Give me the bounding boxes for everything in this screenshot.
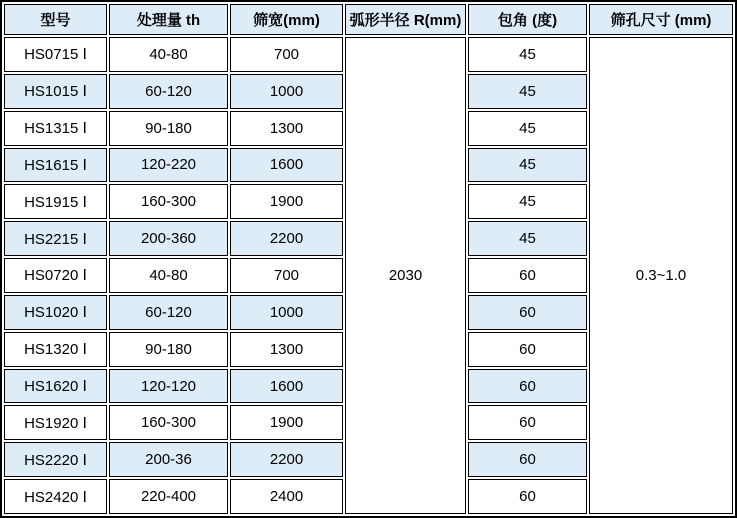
cell-wrap-angle: 45 <box>468 37 587 72</box>
cell-capacity: 40-80 <box>109 37 228 72</box>
cell-capacity: 160-300 <box>109 184 228 219</box>
cell-model: HS2220 Ⅰ <box>4 442 107 477</box>
cell-model: HS1920 Ⅰ <box>4 405 107 440</box>
cell-model: HS1320 Ⅰ <box>4 332 107 367</box>
cell-screen-width: 700 <box>230 37 343 72</box>
cell-screen-width: 2400 <box>230 479 343 514</box>
header-wrap-angle: 包角 (度) <box>468 4 587 35</box>
cell-wrap-angle: 60 <box>468 442 587 477</box>
cell-screen-width: 1000 <box>230 74 343 109</box>
cell-screen-width: 1300 <box>230 332 343 367</box>
cell-wrap-angle: 45 <box>468 221 587 256</box>
cell-capacity: 220-400 <box>109 479 228 514</box>
cell-hole-size-merged: 0.3~1.0 <box>589 37 733 514</box>
cell-screen-width: 1000 <box>230 295 343 330</box>
cell-capacity: 120-120 <box>109 369 228 404</box>
cell-model: HS1315 Ⅰ <box>4 111 107 146</box>
cell-wrap-angle: 60 <box>468 295 587 330</box>
cell-wrap-angle: 60 <box>468 258 587 293</box>
header-row <box>4 4 733 35</box>
header-capacity: 处理量 th <box>109 4 228 35</box>
cell-screen-width: 1900 <box>230 405 343 440</box>
cell-screen-width: 1300 <box>230 111 343 146</box>
cell-model: HS2420 Ⅰ <box>4 479 107 514</box>
cell-screen-width: 700 <box>230 258 343 293</box>
cell-screen-width: 1600 <box>230 148 343 183</box>
cell-wrap-angle: 60 <box>468 369 587 404</box>
cell-capacity: 60-120 <box>109 74 228 109</box>
cell-model: HS1620 Ⅰ <box>4 369 107 404</box>
header-model: 型号 <box>4 4 107 35</box>
cell-capacity: 90-180 <box>109 332 228 367</box>
cell-capacity: 40-80 <box>109 258 228 293</box>
header-hole-size: 筛孔尺寸 (mm) <box>589 4 733 35</box>
cell-wrap-angle: 60 <box>468 479 587 514</box>
cell-model: HS1615 Ⅰ <box>4 148 107 183</box>
cell-capacity: 60-120 <box>109 295 228 330</box>
cell-wrap-angle: 45 <box>468 148 587 183</box>
cell-capacity: 200-36 <box>109 442 228 477</box>
cell-screen-width: 1600 <box>230 369 343 404</box>
cell-model: HS1020 Ⅰ <box>4 295 107 330</box>
cell-wrap-angle: 60 <box>468 405 587 440</box>
cell-wrap-angle: 45 <box>468 74 587 109</box>
cell-model: HS2215 Ⅰ <box>4 221 107 256</box>
header-arc-radius: 弧形半径 R(mm) <box>345 4 466 35</box>
cell-capacity: 90-180 <box>109 111 228 146</box>
header-screen-width: 筛宽(mm) <box>230 4 343 35</box>
cell-capacity: 120-220 <box>109 148 228 183</box>
cell-capacity: 160-300 <box>109 405 228 440</box>
cell-model: HS1015 Ⅰ <box>4 74 107 109</box>
cell-screen-width: 2200 <box>230 442 343 477</box>
cell-wrap-angle: 45 <box>468 111 587 146</box>
cell-arc-radius-merged: 2030 <box>345 37 466 514</box>
cell-model: HS1915 Ⅰ <box>4 184 107 219</box>
table-row <box>4 37 733 72</box>
cell-screen-width: 2200 <box>230 221 343 256</box>
cell-wrap-angle: 60 <box>468 332 587 367</box>
cell-model: HS0715 Ⅰ <box>4 37 107 72</box>
cell-capacity: 200-360 <box>109 221 228 256</box>
cell-model: HS0720 Ⅰ <box>4 258 107 293</box>
cell-screen-width: 1900 <box>230 184 343 219</box>
cell-wrap-angle: 45 <box>468 184 587 219</box>
